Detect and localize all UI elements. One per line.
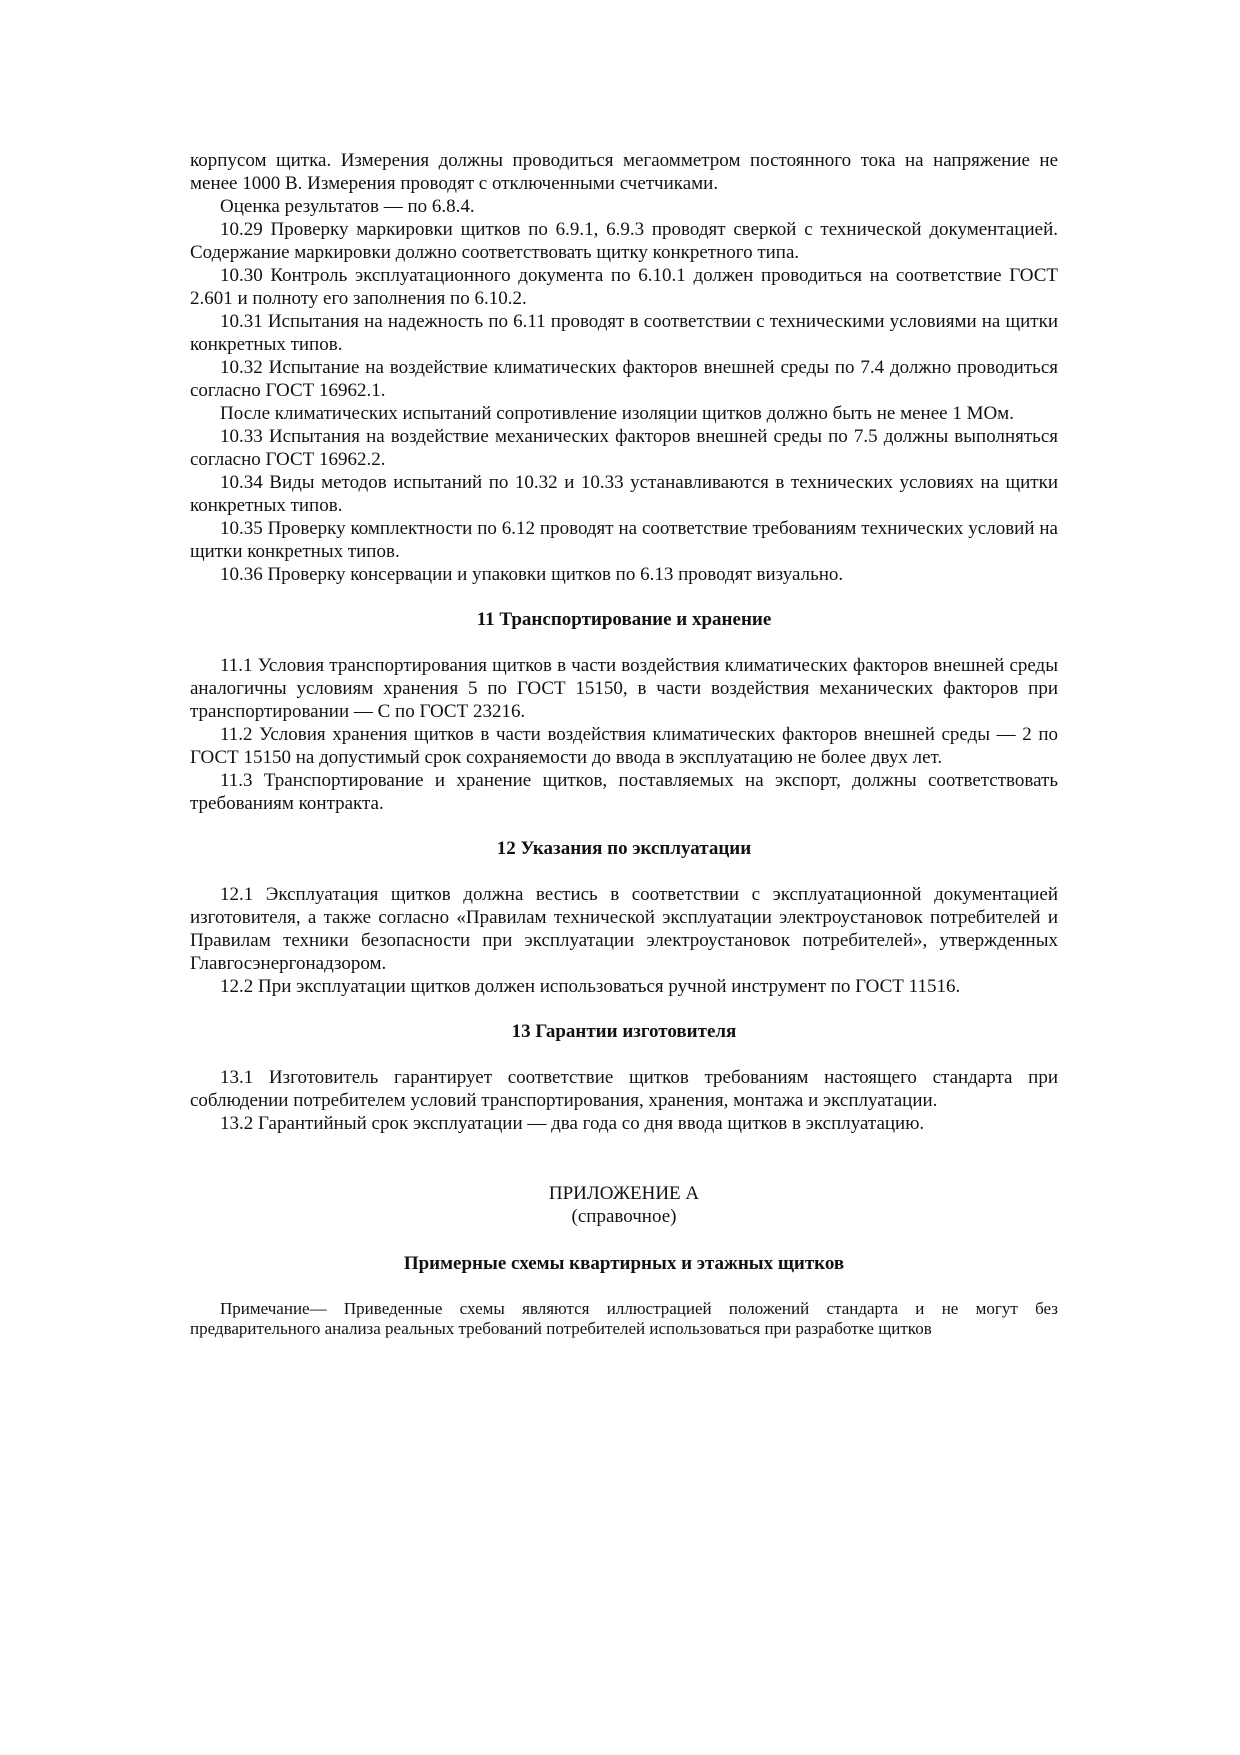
paragraph-13-1: 13.1 Изготовитель гарантирует соответствие щитков требованиям настоящего стандарта при соблюдении потребителем условий транспортирования, хранения, монтажа и эксплуатации. bbox=[190, 1067, 1058, 1111]
paragraph-12-1: 12.1 Эксплуатация щитков должна вестись в соответствии с эксплуатационной документацией изготовителя, а также согласно «Правилам технической эксплуатации электроустановок потребителей и Правилам техники безопасности при эксплуатации электроустановок потребителей», утвержденных Главгосэнергонадзором. bbox=[190, 884, 1058, 974]
paragraph-10-34: 10.34 Виды методов испытаний по 10.32 и 10.33 устанавливаются в технических условиях на щитки конкретных типов. bbox=[190, 472, 1058, 516]
section-heading-13: 13 Гарантии изготовителя bbox=[511, 1021, 737, 1042]
paragraph-11-1: 11.1 Условия транспортирования щитков в части воздействия климатических факторов внешней среды аналогичны условиям хранения 5 по ГОСТ 15150, в части воздействия механических факторов при транспортировании — С по ГОСТ 23216. bbox=[190, 655, 1058, 722]
appendix-heading: Примерные схемы квартирных и этажных щитков bbox=[403, 1253, 845, 1274]
paragraph-10-35: 10.35 Проверку комплектности по 6.12 проводят на соответствие требованиям технических условий на щитки конкретных типов. bbox=[190, 518, 1058, 562]
paragraph-insulation-measurement: корпусом щитка. Измерения должны проводиться мегаомметром постоянного тока на напряжение не менее 1000 В. Измерения проводят с отключенными счетчиками. bbox=[190, 150, 1058, 194]
paragraph-10-36: 10.36 Проверку консервации и упаковки щитков по 6.13 проводят визуально. bbox=[220, 564, 844, 585]
appendix-note: Примечание— Приведенные схемы являются иллюстрацией положений стандарта и не могут без предварительного анализа реальных требований потребителей использоваться при разработке щитков bbox=[190, 1299, 1058, 1338]
section-heading-12: 12 Указания по эксплуатации bbox=[496, 838, 752, 859]
paragraph-evaluation: Оценка результатов — по 6.8.4. bbox=[220, 196, 475, 217]
appendix-subtitle: (справочное) bbox=[571, 1206, 677, 1227]
paragraph-after-climatic-tests: После климатических испытаний сопротивление изоляции щитков должно быть не менее 1 МОм. bbox=[220, 403, 1014, 424]
paragraph-11-2: 11.2 Условия хранения щитков в части воздействия климатических факторов внешней среды — 2 по ГОСТ 15150 на допустимый срок сохраняемости до ввода в эксплуатацию не более двух лет. bbox=[190, 724, 1058, 768]
paragraph-10-33: 10.33 Испытания на воздействие механических факторов внешней среды по 7.5 должны выполняться согласно ГОСТ 16962.2. bbox=[190, 426, 1058, 470]
document-page bbox=[190, 149, 1058, 1339]
paragraph-10-32: 10.32 Испытание на воздействие климатических факторов внешней среды по 7.4 должно проводиться согласно ГОСТ 16962.1. bbox=[190, 357, 1058, 401]
appendix-block bbox=[190, 1182, 1058, 1339]
paragraph-11-3: 11.3 Транспортирование и хранение щитков, поставляемых на экспорт, должны соответствовать требованиям контракта. bbox=[190, 770, 1058, 814]
appendix-title: ПРИЛОЖЕНИЕ А bbox=[548, 1183, 700, 1204]
paragraph-10-29: 10.29 Проверку маркировки щитков по 6.9.1, 6.9.3 проводят сверкой с технической документацией. Содержание маркировки должно соответствовать щитку конкретного типа. bbox=[190, 219, 1058, 263]
paragraph-13-2: 13.2 Гарантийный срок эксплуатации — два года со дня ввода щитков в эксплуатацию. bbox=[220, 1113, 925, 1134]
paragraph-10-31: 10.31 Испытания на надежность по 6.11 проводят в соответствии с техническими условиями на щитки конкретных типов. bbox=[190, 311, 1058, 355]
section-heading-11: 11 Транспортирование и хранение bbox=[476, 609, 772, 630]
paragraph-12-2: 12.2 При эксплуатации щитков должен использоваться ручной инструмент по ГОСТ 11516. bbox=[220, 976, 961, 997]
paragraph-10-30: 10.30 Контроль эксплуатационного документа по 6.10.1 должен проводиться на соответствие ГОСТ 2.601 и полноту его заполнения по 6.10.2. bbox=[190, 265, 1058, 309]
